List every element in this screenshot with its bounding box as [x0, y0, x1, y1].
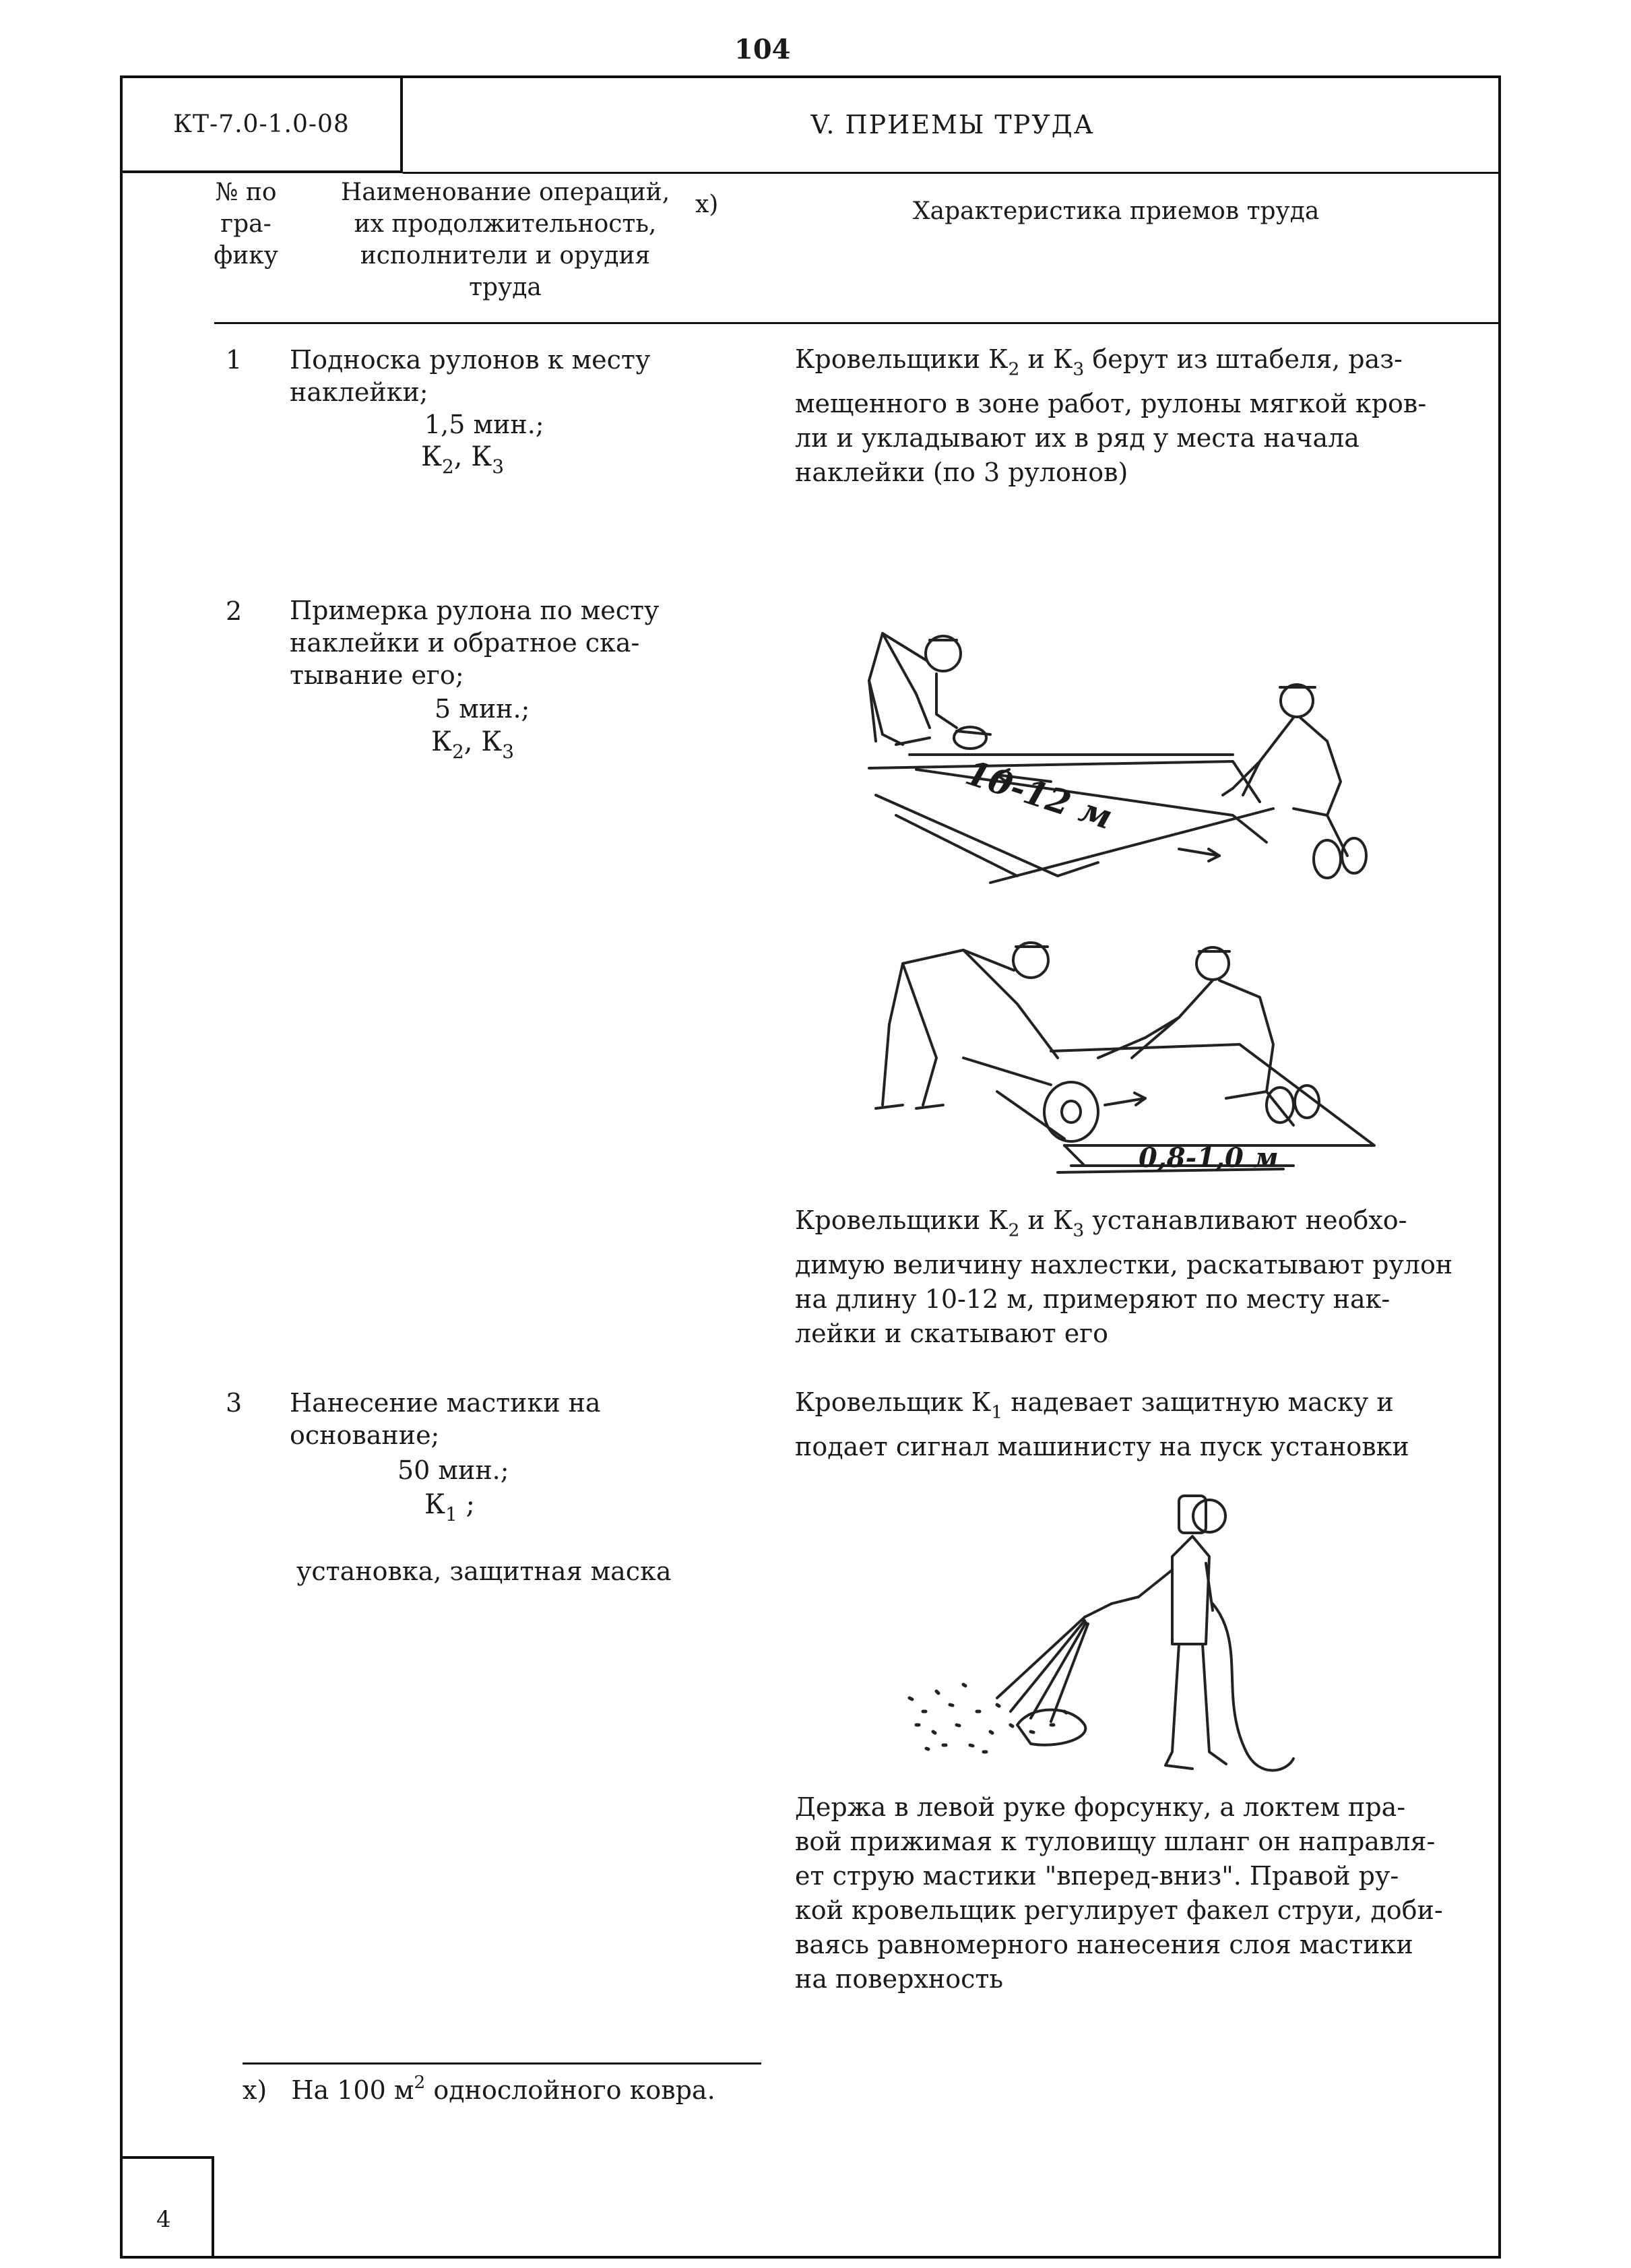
- figure2-overlap-label: 0,8-1,0 м: [1139, 1142, 1279, 1174]
- header-col-operation: [317, 177, 694, 303]
- duration: 5 мин.;: [435, 694, 530, 724]
- description: [795, 1203, 1502, 1351]
- row-number: 1: [226, 345, 243, 375]
- header-col-number: [202, 177, 290, 272]
- footnote-mark: x): [243, 2075, 267, 2105]
- operation-line: наклейки;: [290, 377, 428, 407]
- description-line: Кровельщики $К_2$ и $К_3$ берут из штабеля, раз-: [795, 344, 1403, 380]
- footnote-text: На 100 $м^2$ однослойного ковра.: [291, 2072, 715, 2105]
- description-line: ет струю мастики "вперед-вниз". Правой ру-: [795, 1861, 1399, 1891]
- operation-line: Нанесение мастики на: [290, 1388, 601, 1418]
- description-line: Кровельщик $К_1$ надевает защитную маску и: [795, 1387, 1394, 1423]
- header-divider: [214, 322, 1501, 324]
- description-line: подает сигнал машинисту на пуск установки: [795, 1431, 1409, 1461]
- description-line: ваясь равномерного нанесения слоя мастики: [795, 1930, 1413, 1959]
- page-number: 104: [734, 34, 791, 65]
- operation-line: основание;: [290, 1420, 440, 1450]
- figure1-length-label: 10-12 м: [961, 752, 1118, 838]
- description-line: на длину 10-12 м, примеряют по месту нак-: [795, 1284, 1390, 1314]
- description-line: ли и укладывают их в ряд у места начала: [795, 422, 1360, 453]
- operation-name: [290, 344, 734, 408]
- sheet-number: [120, 2156, 214, 2259]
- description-line: Кровельщики $К_2$ и $К_3$ устанавливают необхо-: [795, 1205, 1407, 1241]
- sheet-number-value: 4: [156, 2206, 171, 2233]
- header-col-description: Характеристика приемов труда: [913, 197, 1320, 225]
- row-number: 2: [226, 596, 243, 626]
- header-col2-line1: Наименование операций,: [340, 179, 670, 206]
- operation-line: Примерка рулона по месту: [290, 596, 660, 625]
- header-col1-line3: фику: [214, 242, 278, 270]
- header-col2-line4: труда: [469, 274, 542, 301]
- section-title: V. ПРИЕМЫ ТРУДА: [810, 109, 1095, 139]
- description-line: Держа в левой руке форсунку, а локтем пра-: [795, 1792, 1406, 1822]
- workers: $К_1$ ;: [424, 1489, 475, 1526]
- duration: 50 мин.;: [397, 1455, 509, 1485]
- header-col1-line2: гра-: [220, 210, 271, 238]
- workers: $К_2$, $К_3$: [421, 441, 505, 478]
- description-line: на поверхность: [795, 1964, 1004, 1994]
- header-footnote-mark: x): [695, 191, 719, 218]
- tools: установка, защитная маска: [296, 1556, 672, 1586]
- description-line: наклейки (по 3 рулонов): [795, 457, 1128, 487]
- description: [795, 342, 1502, 490]
- header-col2-line3: исполнители и орудия: [360, 242, 651, 270]
- document-code: КТ-7.0-1.0-08: [120, 75, 403, 173]
- figure-roll-fitting: [856, 593, 1428, 903]
- header-col2-line2: их продолжительность,: [354, 210, 657, 238]
- operation-line: Подноска рулонов к месту: [290, 345, 651, 375]
- footnote-divider: [243, 2062, 761, 2065]
- footnote: [243, 2072, 715, 2105]
- header-col1-line1: № по: [215, 179, 277, 206]
- description-line: мещенного в зоне работ, рулоны мягкой кров-: [795, 388, 1427, 418]
- operation-name: [290, 594, 734, 691]
- figure-mastic-spraying: [896, 1482, 1314, 1792]
- description-line: кой кровельщик регулирует факел струи, доби-: [795, 1895, 1443, 1925]
- workers: $К_2$, $К_3$: [431, 726, 515, 763]
- description-line: вой прижимая к туловищу шланг он направля-: [795, 1827, 1436, 1856]
- duration: 1,5 мин.;: [424, 410, 544, 439]
- title-divider: [403, 172, 1501, 174]
- description-line: димую величину нахлестки, раскатывают рулон: [795, 1249, 1453, 1280]
- row-number: 3: [226, 1388, 243, 1418]
- description: [795, 1385, 1502, 1464]
- description-line: лейки и скатывают его: [795, 1318, 1108, 1348]
- description: [795, 1790, 1502, 1996]
- operation-line: наклейки и обратное ска-: [290, 628, 640, 658]
- operation-line: тывание его;: [290, 660, 464, 690]
- operation-name: [290, 1387, 734, 1451]
